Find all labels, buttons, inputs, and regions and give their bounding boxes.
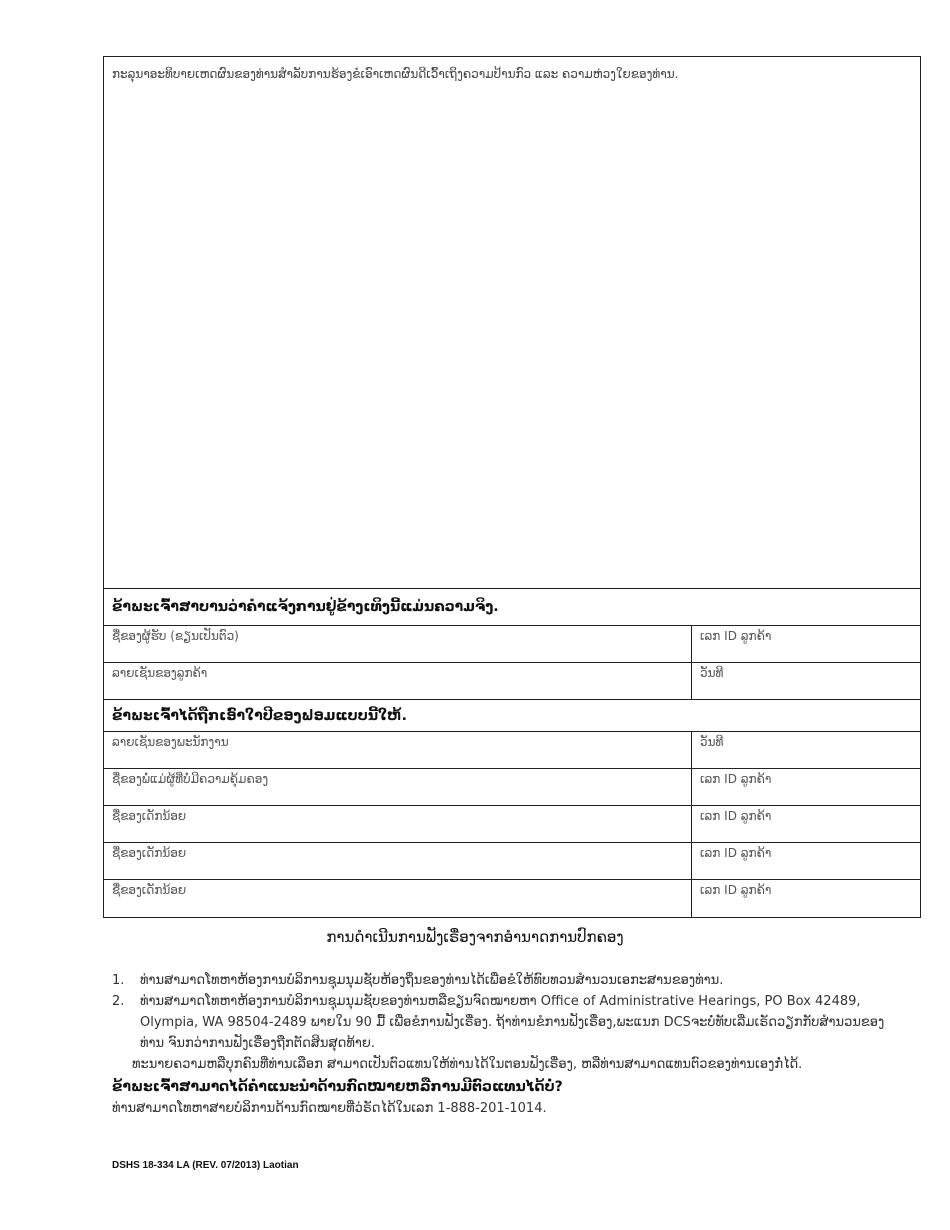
staff-signature-field[interactable]: ລາຍເຊັນຂອງພະນັກງານ bbox=[112, 735, 229, 749]
received-copy-heading: ຂ້າພະເຈົ້າໄດ້ຖືກເອົາໃາປີຂອງຟອມແບບນີ້ໃຫ້. bbox=[104, 700, 920, 732]
client-date-field[interactable]: ວັນທີ bbox=[691, 663, 920, 699]
form-number: DSHS 18-334 LA (REV. 07/2013) Laotian bbox=[112, 1160, 299, 1171]
recipient-name-row bbox=[104, 626, 920, 663]
hearing-options-list bbox=[112, 970, 892, 1075]
explanation-box[interactable] bbox=[104, 57, 920, 589]
child-name-field[interactable]: ຊື່ຂອງເດັກນ້ອຍ bbox=[112, 809, 187, 823]
list-text: ທ່ານສາມາດໂທຫາຫ້ອງການບໍລິການຊຸມນຸມຊັບຫ້ອງຖິ່ນຂອງທ່ານໄດ້ເພື່ອຂໍໃຫ້ທົບທວນສໍານວນເອກະສານຂອງທ່ານ. bbox=[140, 973, 724, 988]
explanation-prompt: ກະລຸນາອະທິບາຍເຫດຜົນຂອງທ່ານສໍາລັບການຮ້ອງຂໍເອົາເຫດຜົນດີເວົ້າເຖິງຄວາມປ້ານກົວ ແລະ ຄວາມຫ່ວງໃຍຂອງທ່ານ. bbox=[112, 67, 679, 81]
representation-note: ທະນາຍຄວາມຫລືບຸກຄົນທີ່ທ່ານເລືອກ ສາມາດເປັນຕົວແທນໃຫ້ທ່ານໄດ້ໃນຕອນຟັງເຣື່ອງ, ຫລືທ່ານສາມາດແທນຕົວຂອງທ່ານເອງກໍ່ໄດ້. bbox=[132, 1057, 803, 1072]
attestation-heading: ຂ້າພະເຈົ້າສາບານວ່າຄໍາແຈ້ງການຢູ່ຂ້າງເທິງນີ້ແມ່ນຄວາມຈິງ. bbox=[104, 589, 920, 626]
child-row bbox=[104, 806, 920, 843]
legal-advice-answer: ທ່ານສາມາດໂທຫາສາຍບໍລິການດ້ານກົດໝາຍທີ່ວ່ຣັດໄດ້ໃນເລກ 1-888-201-1014. bbox=[112, 1101, 547, 1116]
child-name-field[interactable]: ຊື່ຂອງເດັກນ້ອຍ bbox=[112, 846, 187, 860]
child-row bbox=[104, 880, 920, 917]
legal-advice-question: ຂ້າພະເຈົ້າສາມາດໄດ້ຄໍາແນະນໍາດ້ານກົດໝາຍຫລືການມີຕົວແທນໄດ້ບໍ່? bbox=[112, 1079, 563, 1095]
noncustodial-parent-name-field[interactable]: ຊື່ຂອງພໍ່ແມ່ຜູ້ທີ່ບໍ່ມີຄວາມຄຸ້ມຄອງ bbox=[112, 772, 269, 786]
staff-date-field[interactable]: ວັນທີ bbox=[691, 732, 920, 768]
noncustodial-parent-id-field[interactable]: ເລກ ID ລູກຄ້າ bbox=[691, 769, 920, 805]
list-text: ທ່ານສາມາດໂທຫາຫ້ອງການບໍລິການຊຸມນຸມຊັບຂອງທ່ານຫລືຂຽນຈົດໝາຍຫາ Office of Administrative Hearings, PO Box 42489, Olympia, WA 98504-2489 ພາຍໃນ 90 ມື້ ເພື່ອຂໍການຟັງເຣື່ອງ. ຖ້າທ່ານຂໍການຟັງເຣື່ອງ,ພະແນກ DCSຈະບໍ່ທັບເລີ່ມເຣັດວຽກກັບສໍານວນຂອງທ່ານ ຈົນກວ່າການຟັງເຣື່ອງຖືກຕັດສິນສຸດທ້າຍ. bbox=[140, 994, 885, 1051]
staff-signature-row bbox=[104, 732, 920, 769]
client-signature-field[interactable]: ລາຍເຊັນຂອງລູກຄ້າ bbox=[112, 666, 208, 680]
list-number: 1. bbox=[112, 973, 125, 988]
noncustodial-parent-row bbox=[104, 769, 920, 806]
child-id-field[interactable]: ເລກ ID ລູກຄ້າ bbox=[691, 806, 920, 842]
child-id-field[interactable]: ເລກ ID ລູກຄ້າ bbox=[691, 880, 920, 917]
client-id-field[interactable]: ເລກ ID ລູກຄ້າ bbox=[691, 626, 920, 662]
list-item bbox=[112, 991, 892, 1054]
recipient-name-field[interactable]: ຊື່ຂອງຜູ້ຮັບ (ຂຽນເປັນຕົວ) bbox=[112, 629, 239, 643]
child-row bbox=[104, 843, 920, 880]
request-form bbox=[103, 56, 921, 918]
list-item bbox=[112, 970, 892, 991]
child-id-field[interactable]: ເລກ ID ລູກຄ້າ bbox=[691, 843, 920, 879]
client-signature-row bbox=[104, 663, 920, 700]
child-name-field[interactable]: ຊື່ຂອງເດັກນ້ອຍ bbox=[112, 883, 187, 897]
hearing-section-title: ການດໍາເນີນການຟັງເຣື່ອງຈາກອໍານາດການປົກຄອງ bbox=[326, 928, 624, 946]
list-number: 2. bbox=[112, 994, 125, 1009]
